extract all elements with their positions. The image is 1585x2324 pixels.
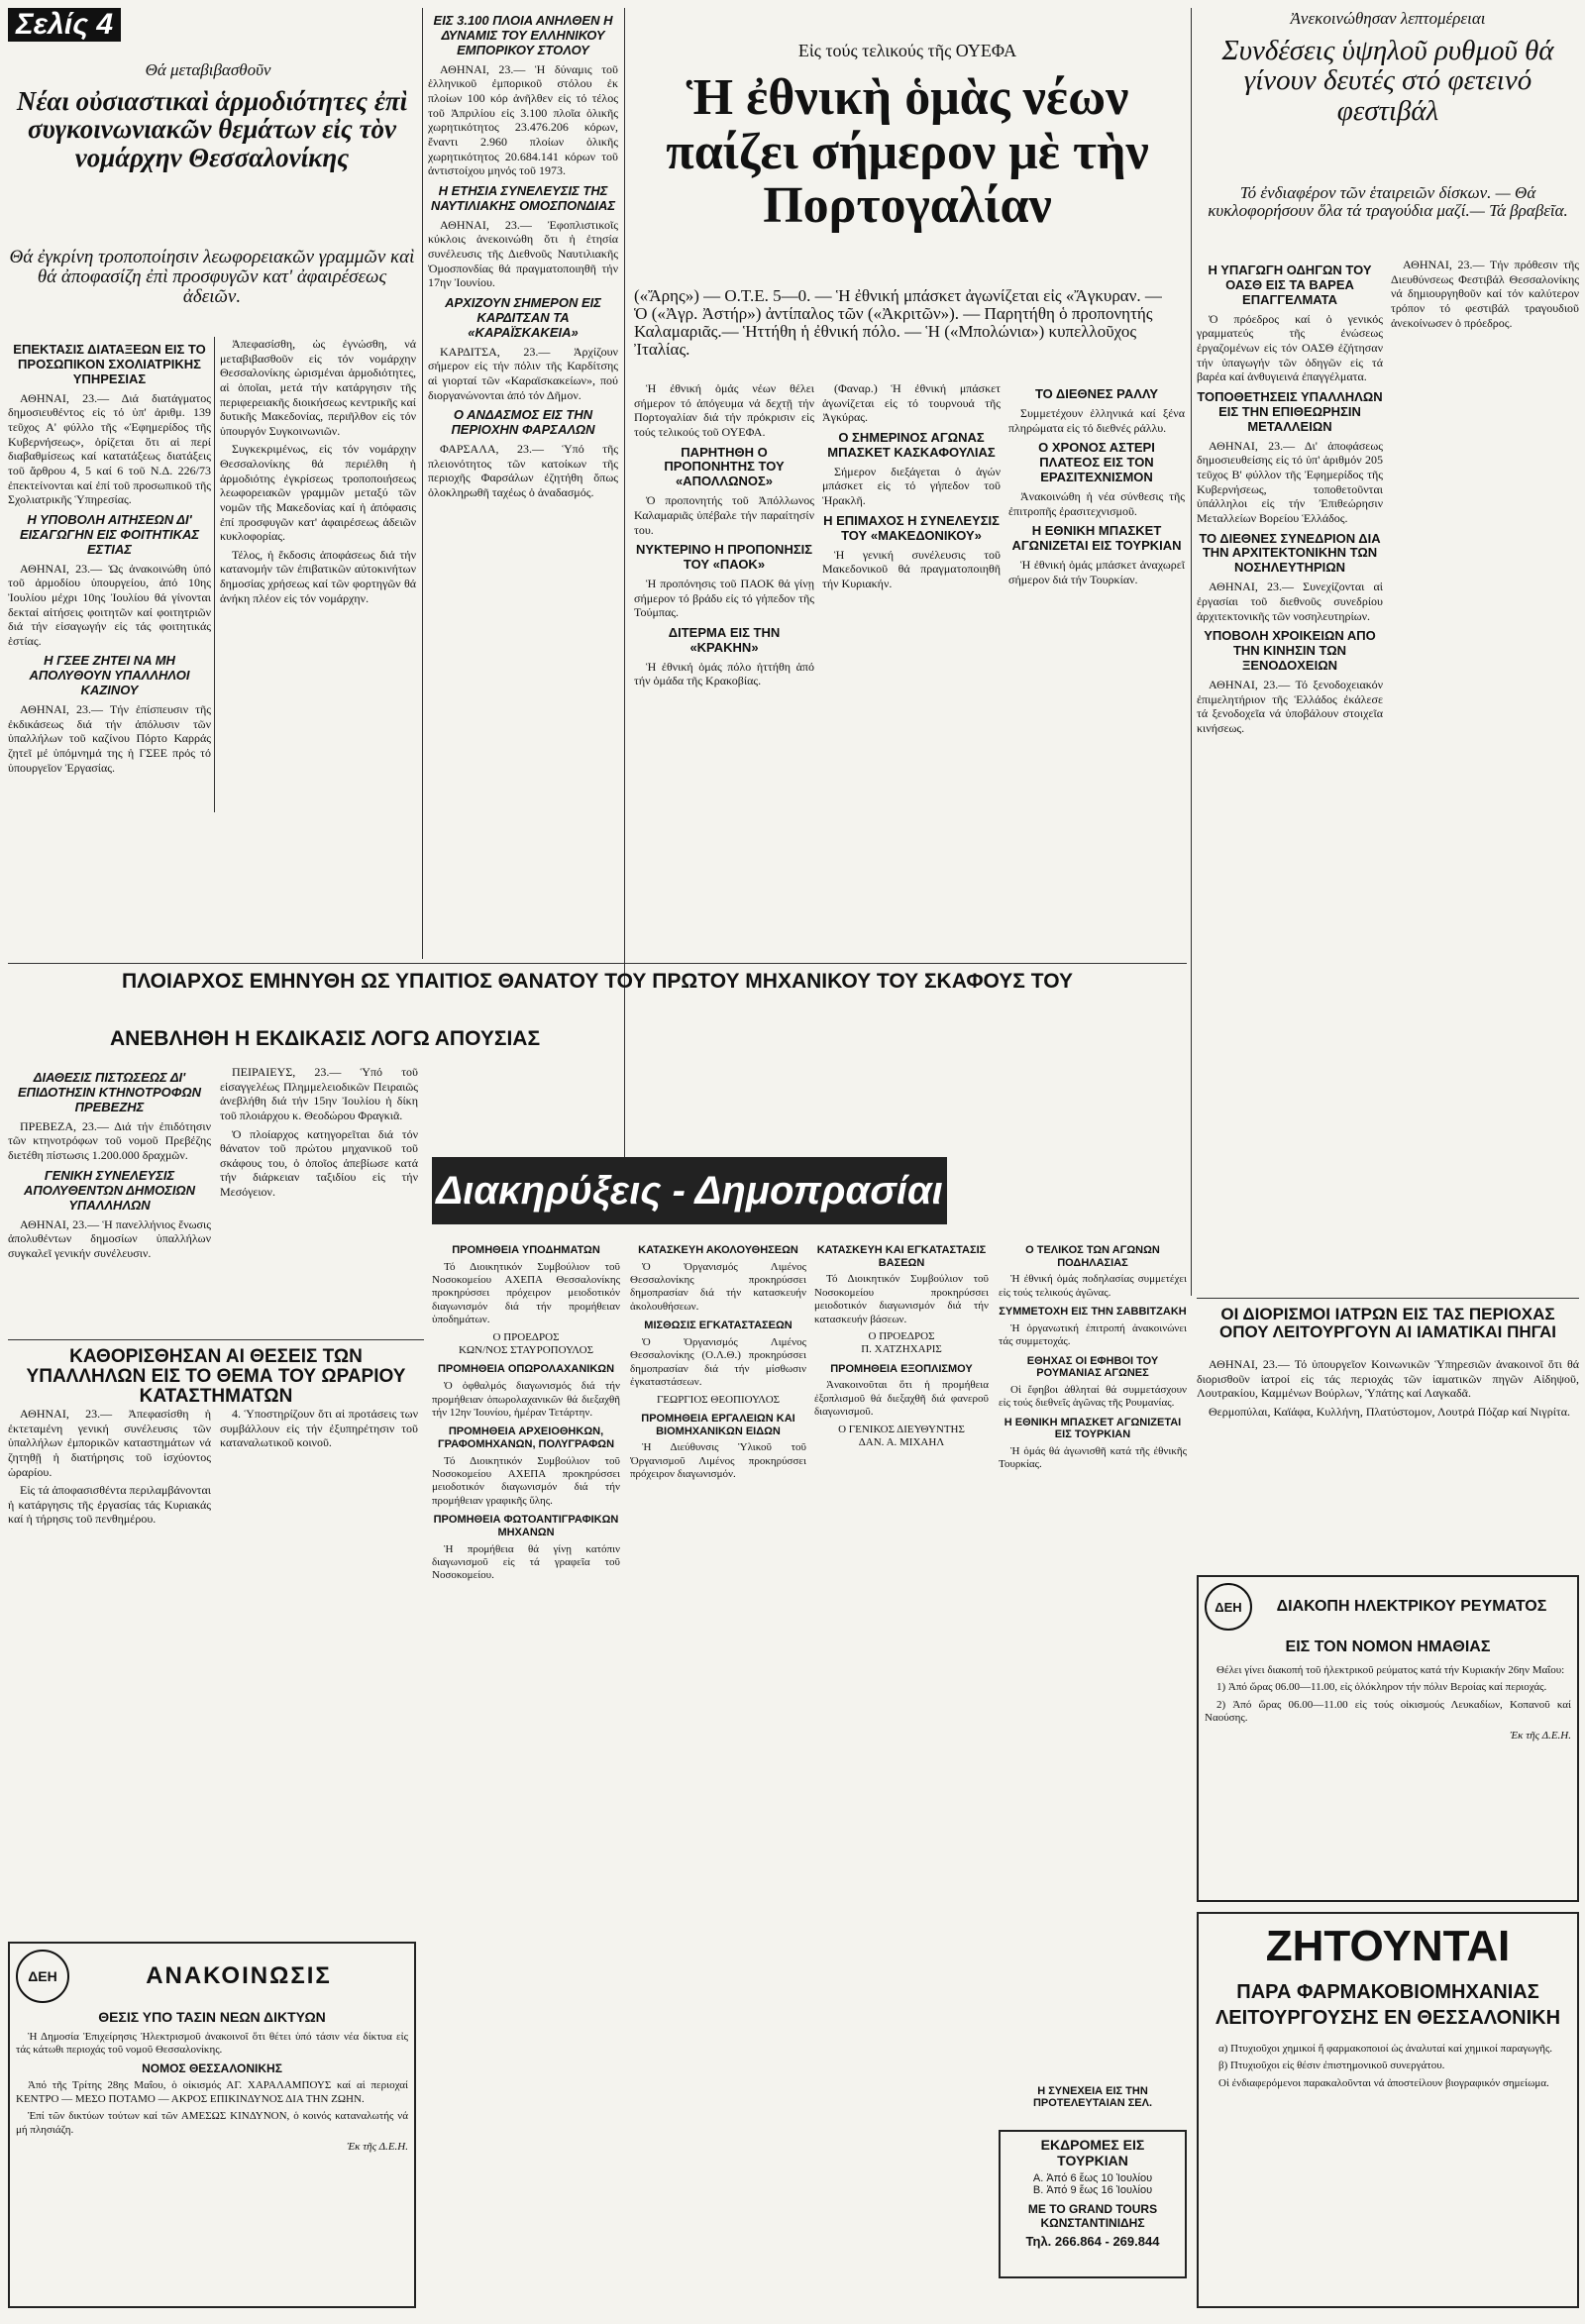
- doctors-headline: ΟΙ ΔΙΟΡΙΣΜΟΙ ΙΑΤΡΩΝ ΕΙΣ ΤΑΣ ΠΕΡΙΟΧΑΣ ΟΠΟΥ ΛΕΙΤΟΥΡΓΟΥΝ ΑΙ ΙΑΜΑΤΙΚΑΙ ΠΗΓΑΙ: [1218, 1305, 1557, 1341]
- article-text: ΑΘΗΝΑΙ, 23.— Συνεχίζονται αἱ ἐργασίαι τοῦ διεθνοῦς συνεδρίου ἀρχιτεκτονικῆς τῶν νοσηλευτηρίων.: [1197, 580, 1383, 623]
- sports-column-3: [1008, 381, 1185, 590]
- article-text: ΑΘΗΝΑΙ, 23.— Ἀπεφασίσθη ἡ ἐκτεταμένη γενική συνέλευσις τῶν ὑπαλλήλων ἐμπορικῶν καταστημάτων νά ζητηθῇ ἡ διατήρησις τοῦ ἰσχύοντος ὡραρίου.: [8, 1407, 211, 1479]
- travel-ad-phone: Τηλ. 266.864 - 269.844: [1025, 2234, 1160, 2249]
- subheading: ΕΙΣ 3.100 ΠΛΟΙΑ ΑΝΗΛΘΕΝ Η ΔΥΝΑΜΙΣ ΤΟΥ ΕΛΛΗΝΙΚΟΥ ΕΜΠΟΡΙΚΟΥ ΣΤΟΛΟΥ: [433, 13, 613, 57]
- subheading: ΤΟΠΟΘΕΤΗΣΕΙΣ ΥΠΑΛΛΗΛΩΝ ΕΙΣ ΤΗΝ ΕΠΙΘΕΩΡΗΣΙΝ ΜΕΤΑΛΛΕΙΩΝ: [1197, 388, 1383, 434]
- subheading: ΕΘΗΧΑΣ ΟΙ ΕΦΗΒΟΙ ΤΟΥ ΡΟΥΜΑΝΙΑΣ ΑΓΩΝΕΣ: [1026, 1354, 1159, 1380]
- section-divider: [1197, 1298, 1579, 1299]
- sports-kicker: Εἰς τούς τελικούς τῆς ΟΥΕΦΑ: [797, 41, 1017, 60]
- subheading: ΚΑΤΑΣΚΕΥΗ ΑΚΟΛΟΥΘΗΣΕΩΝ: [638, 1244, 798, 1256]
- subheading: ΤΟ ΔΙΕΘΝΕΣ ΣΥΝΕΔΡΙΟΝ ΔΙΑ ΤΗΝ ΑΡΧΙΤΕΚΤΟΝΙΚΗΝ ΤΩΝ ΝΟΣΗΛΕΥΤΗΡΙΩΝ: [1199, 530, 1381, 576]
- signature: Ο ΓΕΝΙΚΟΣ ΔΙΕΥΘΥΝΤΗΣ: [838, 1423, 965, 1435]
- article-text: Θερμοπύλαι, Καϊάφα, Κυλλήνη, Πλατύστομον, Λουτρά Πόζαρ καί Νιγρίτα.: [1209, 1404, 1571, 1419]
- shops-col-2: [220, 1407, 418, 1454]
- travel-ad-title: ΕΚΔΡΟΜΕΣ ΕΙΣ ΤΟΥΡΚΙΑΝ: [1040, 2137, 1145, 2168]
- subheading: ΠΡΟΜΗΘΕΙΑ ΑΡΧΕΙΟΘΗΚΩΝ, ΓΡΑΦΟΜΗΧΑΝΩΝ, ΠΟΛΥΓΡΑΦΩΝ: [437, 1426, 615, 1450]
- subheading: ΕΠΕΚΤΑΣΙΣ ΔΙΑΤΑΞΕΩΝ ΕΙΣ ΤΟ ΠΡΟΣΩΠΙΚΟΝ ΣΧΟΛΙΑΤΡΙΚΗΣ ΥΠΗΡΕΣΙΑΣ: [13, 342, 206, 386]
- article-text: Ἡ ἐθνική ὁμάς πόλο ἡττήθη ἀπό τήν ὁμάδα τῆς Κρακοβίας.: [634, 659, 814, 688]
- subheading: ΤΟ ΔΙΕΘΝΕΣ ΡΑΛΛΥ: [1034, 386, 1159, 401]
- subheading: ΚΑΤΑΣΚΕΥΗ ΚΑΙ ΕΓΚΑΤΑΣΤΑΣΙΣ ΒΑΣΕΩΝ: [816, 1244, 987, 1269]
- subheading: ΠΡΟΜΗΘΕΙΑ ΟΠΩΡΟΛΑΧΑΝΙΚΩΝ: [437, 1363, 615, 1376]
- article-text: ΑΘΗΝΑΙ, 23.— Διά διατάγματος δημοσιευθέντος εἰς τό ὑπ' ἀριθμ. 139 τεῦχος Α' φύλλο τῆς «Ἐφημερίδος τῆς Κυβερνήσεως», ὁρίζεται ὅτι αἱ περί διαβαθμίσεως καί κατατάξεως διατάξεις τοῦ ἄρθρου 4, 5 καί 6 τοῦ Ν.Δ. 226/73 ἐπεκτείνονται καί ἐπί τοῦ προσωπικοῦ τῆς Σχολιατρικῆς Ὑπηρεσίας.: [8, 390, 211, 507]
- subheading: Ο ΑΝΔΑΣΜΟΣ ΕΙΣ ΤΗΝ ΠΕΡΙΟΧΗΝ ΦΑΡΣΑΛΩΝ: [451, 407, 595, 438]
- shops-col: [8, 1407, 211, 1531]
- doctors-body: [1197, 1357, 1579, 1424]
- subheading: ΣΥΜΜΕΤΟΧΗ ΕΙΣ ΤΗΝ ΣΑΒΒΙΤΖΑΚΗ: [999, 1306, 1187, 1319]
- subheading: Ο ΤΕΛΙΚΟΣ ΤΩΝ ΑΓΩΝΩΝ ΠΟΔΗΛΑΣΙΑΣ: [1025, 1244, 1160, 1269]
- article-text: ΑΘΗΝΑΙ, 23.— Ἐφοπλιστικοῖς κύκλοις ἀνεκοινώθη ὅτι ἡ ἐτησία συνέλευσις τῆς Διεθνοῦς Ναυτιλιακῆς Ὁμοσπονδίας θά πραγματοποιηθῆ τήν 17ην Ἰουνίου.: [428, 217, 618, 290]
- article-text: ΠΡΕΒΕΖΑ, 23.— Διά τήν ἐπιδότησιν τῶν κτηνοτρόφων τοῦ νομοῦ Πρεβέζης διετέθη πίστωσις 1.200.000 δραχμῶν.: [8, 1118, 211, 1163]
- article-text: Ἡ ὁμάς θά ἀγωνισθῆ κατά τῆς ἐθνικῆς Τουρκίας.: [999, 1444, 1187, 1471]
- article-text: Ἡ Διεύθυνσις Ὑλικοῦ τοῦ Ὀργανισμοῦ Λιμένος προκηρύσσει πρόχειρον διαγωνισμόν.: [630, 1441, 806, 1481]
- captain-subhead: ΑΝΕΒΛΗΘΗ Η ΕΚΔΙΚΑΣΙΣ ΛΟΓΩ ΑΠΟΥΣΙΑΣ: [109, 1027, 541, 1050]
- article-text: Ἡ ἐθνική ὁμάς μπάσκετ ἀναχωρεῖ σήμερον διά τήν Τουρκίαν.: [1008, 558, 1185, 586]
- subheading: ΑΡΧΙΖΟΥΝ ΣΗΜΕΡΟΝ ΕΙΣ ΚΑΡΔΙΤΣΑΝ ΤΑ «ΚΑΡΑΪΣΚΑΚΕΙΑ»: [445, 294, 601, 340]
- article-text: Τέλος, ἡ ἔκδοσις ἀποφάσεως διά τήν κατανομήν τῶν ἐπιβατικῶν αὐτοκινήτων δημοσίας χρήσεως καί τῶν φορτηγῶν θά ἀνήκη πλέον εἰς τόν νομάρχην.: [220, 547, 416, 605]
- left-column: [8, 337, 211, 779]
- subheading: ΠΡΟΜΗΘΕΙΑ ΕΞΟΠΛΙΣΜΟΥ: [830, 1362, 973, 1375]
- subheading: Η ΥΠΑΓΩΓΗ ΟΔΗΓΩΝ ΤΟΥ ΟΑΣΘ ΕΙΣ ΤΑ ΒΑΡΕΑ ΕΠΑΓΓΕΛΜΑΤΑ: [1208, 263, 1372, 307]
- main-deck: Θά ἐγκρίνη τροποποίησιν λεωφορειακῶν γραμμῶν καὶ θά ἀποφασίζη ἐπὶ προσφυγῶν κατ' ἀφαιρέσεως ἀδειῶν.: [9, 247, 415, 307]
- article-text: ΦΑΡΣΑΛΑ, 23.— Ὑπό τῆς πλειονότητος τῶν κατοίκων τῆς περιοχῆς Φαρσάλων ἐζητήθη ὅπως ὁλοκληρωθῆ ταχέως ὁ ἀναδασμός.: [428, 442, 618, 499]
- article-text: Ἡ ἐθνική ὁμάς νέων θέλει σήμερον τό ἀπόγευμα νά δεχτῇ τήν Πορτογαλίαν διά τήν πρόκρισιν εἰς τούς τελικούς τοῦ ΟΥΕΦΑ.: [634, 381, 814, 439]
- auctions-col-2: [630, 1238, 806, 1485]
- shops-headline: ΚΑΘΟΡΙΣΘΗΣΑΝ ΑΙ ΘΕΣΕΙΣ ΤΩΝ ΥΠΑΛΛΗΛΩΝ ΕΙΣ ΤΟ ΘΕΜΑ ΤΟΥ ΩΡΑΡΙΟΥ ΚΑΤΑΣΤΗΜΑΤΩΝ: [26, 1346, 406, 1407]
- article-text: β) Πτυχιοῦχοι εἰς θέσιν ἐπιστημονικοῦ συνεργάτου.: [1218, 2060, 1445, 2072]
- region-label: ΝΟΜΟΣ ΘΕΣΣΑΛΟΝΙΚΗΣ: [142, 2060, 282, 2075]
- auctions-banner: [432, 1157, 947, 1224]
- wanted-title: ΖΗΤΟΥΝΤΑΙ: [1265, 1922, 1511, 1970]
- article-text: ΑΘΗΝΑΙ, 23.— Τό ξενοδοχειακόν ἐπιμελητήριον τῆς Ἑλλάδος ἐκάλεσε τά ξενοδοχεῖα νά ὑποβάλουν στοιχεῖα κινήσεως.: [1197, 678, 1383, 735]
- signature: Ἐκ τῆς Δ.Ε.Η.: [1510, 1729, 1571, 1742]
- subheading: Η ΥΠΟΒΟΛΗ ΑΙΤΗΣΕΩΝ ΔΙ' ΕΙΣΑΓΩΓΗΝ ΕΙΣ ΦΟΙΤΗΤΙΚΑΣ ΕΣΤΙΑΣ: [19, 511, 200, 557]
- subheading: Η ΓΣΕΕ ΖΗΤΕΙ ΝΑ ΜΗ ΑΠΟΛΥΘΟΥΝ ΥΠΑΛΛΗΛΟΙ ΚΑΖΙΝΟΥ: [29, 653, 190, 698]
- section-divider: [8, 963, 1187, 964]
- article-text: ΠΕΙΡΑΙΕΥΣ, 23.— Ὑπό τοῦ εἰσαγγελέως Πλημμελειοδικῶν Πειραιῶς ἀνεβλήθη διά τήν 15ην Ἰουλίου ἡ δίκη τοῦ πλοιάρχου κ. Θεοδώρου Φραγκιᾶ.: [220, 1065, 418, 1122]
- article-text: 2) Ἀπό ὥρας 06.00—11.00 εἰς τούς οἰκισμούς Λευκαδίων, Κοπανοῦ καί Ναούσης.: [1205, 1698, 1571, 1725]
- article-text: Συγκεκριμένως, εἰς τόν νομάρχην Θεσσαλονίκης θά περιέλθη ἡ ἁρμοδιότης ἐγκρίσεως τροποποιήσεως λεωφορειακῶν γραμμῶν μεταξύ τῶν νομῶν τῆς Μακεδονίας καί ἡ ἀπόφασις ἐπί προσφυγῶν κατ' ἀφαιρέσεως ἀδειῶν κυκλοφορίας.: [220, 442, 416, 544]
- article-text: Ἡ ὀργανωτική ἐπιτροπή ἀνακοινώνει τάς συμμετοχάς.: [999, 1321, 1187, 1348]
- auctions-col-3: [814, 1238, 989, 1449]
- article-text: Ὁ Ὀργανισμός Λιμένος Θεσσαλονίκης προκηρύσσει δημοπρασίαν διά τήν κατασκευήν ἀκολουθήσεων.: [630, 1260, 806, 1313]
- article-text: α) Πτυχιοῦχοι χημικοί ἤ φαρμακοποιοί ὡς ἀναλυταί καί χημικοί παραγωγῆς.: [1218, 2043, 1553, 2055]
- article-text: Ὁ προπονητής τοῦ Ἀπόλλωνος Καλαμαριᾶς ὑπέβαλε τήν παραίτησίν του.: [634, 493, 814, 537]
- travel-ad-line: Β. Ἀπό 9 ἕως 16 Ἰουλίου: [1032, 2184, 1153, 2196]
- power-cut-box: [1197, 1575, 1579, 1902]
- article-text: Ἀνακοινώθη ἡ νέα σύνθεσις τῆς ἐπιτροπῆς ἐρασιτεχνισμοῦ.: [1008, 489, 1185, 518]
- subheading: Η ΕΤΗΣΙΑ ΣΥΝΕΛΕΥΣΙΣ ΤΗΣ ΝΑΥΤΙΛΙΑΚΗΣ ΟΜΟΣΠΟΝΔΙΑΣ: [430, 182, 616, 213]
- subheading: Η ΕΠΙΜΑΧΟΣ Η ΣΥΝΕΛΕΥΣΙΣ ΤΟΥ «ΜΑΚΕΔΟΝΙΚΟΥ»: [823, 512, 1000, 543]
- subheading: ΓΕΝΙΚΗ ΣΥΝΕΛΕΥΣΙΣ ΑΠΟΛΥΘΕΝΤΩΝ ΔΗΜΟΣΙΩΝ ΥΠΑΛΛΗΛΩΝ: [24, 1167, 195, 1213]
- signature: ΓΕΩΡΓΙΟΣ ΘΕΟΠΙΟΥΛΟΣ: [656, 1393, 781, 1406]
- continuation-note: Η ΣΥΝΕΧΕΙΑ ΕΙΣ ΤΗΝ ΠΡΟΤΕΛΕΥΤΑΙΑΝ ΣΕΛ.: [1032, 2085, 1153, 2109]
- article-text: Ἡ προπόνησις τοῦ ΠΑΟΚ θά γίνῃ σήμερον τό βράδυ εἰς τό γήπεδον τῆς Τούμπας.: [634, 577, 814, 620]
- article-text: Τό Διοικητικόν Συμβούλιον τοῦ Νοσοκομείου ΑΧΕΠΑ προκηρύσσει μειοδοτικόν διαγωνισμόν διά τήν προμήθειαν γραφικῆς ὕλης.: [432, 1454, 620, 1507]
- festival-kicker: Ἀνεκοινώθησαν λεπτομέρειαι: [1290, 9, 1486, 28]
- article-text: Συμμετέχουν ἑλληνικά καί ξένα πληρώματα εἰς τό διεθνές ράλλυ.: [1008, 405, 1185, 435]
- sports-column-2: [822, 381, 1001, 594]
- article-text: ΑΘΗΝΑΙ, 23.— Τήν πρόθεσιν τῆς Διευθύνσεως Φεστιβάλ Θεσσαλονίκης νά δημιουργηθοῦν καί τόν καλύτερον τρόπον τό φεστιβάλ τραγουδιοῦ ἀνεκοίνωσεν ὁ πρόεδρος.: [1391, 258, 1579, 330]
- deh-logo: ΔΕΗ: [16, 1950, 69, 2003]
- article-text: Θέλει γίνει διακοπή τοῦ ἠλεκτρικοῦ ρεύματος κατά τήν Κυριακήν 26ην Μαΐου:: [1216, 1664, 1565, 1676]
- article-text: ΑΘΗΝΑΙ, 23.— Ἡ δύναμις τοῦ ἑλληνικοῦ ἐμπορικοῦ στόλου ἐκ πλοίων 100 κόρ ἀνῆλθεν εἰς τό τέλος τοῦ Ἀπριλίου εἰς 3.100 πλοῖα ὁλικῆς χωρητικότητος 23.476.206 κόρων, ἔναντι 2.960 πλοίων ὁλικῆς χωρητικότητος 20.684.141 κόρων τοῦ ἀντιστοίχου μηνός τοῦ 1973.: [428, 61, 618, 178]
- article-text: Ἡ Δημοσία Ἐπιχείρησις Ἠλεκτρισμοῦ ἀνακοινοῖ ὅτι θέτει ὑπό τάσιν νέα δίκτυα εἰς τάς κάτωθι περιοχάς τοῦ νομοῦ Θεσσαλονίκης.: [16, 2031, 408, 2057]
- article-text: Ἡ γενική συνέλευσις τοῦ Μακεδονικοῦ θά πραγματοποιηθῆ τήν Κυριακήν.: [822, 547, 1001, 590]
- column-divider: [214, 337, 215, 812]
- article-text: ΑΘΗΝΑΙ, 23.— Τήν ἐπίσπευσιν τῆς ἐκδικάσεως διά τήν ἀπόλυσιν τῶν ὑπαλλήλων τοῦ καζίνου Πόρτο Καρράς ζητεῖ μέ ὑπόμνημά της ἡ ΓΣΕΕ πρός τό ὑπουργεῖον Ἐργασίας.: [8, 702, 211, 775]
- article-text: Ἀνακοινοῦται ὅτι ἡ προμήθεια ἐξοπλισμοῦ θά διεξαχθῆ διά φανεροῦ διαγωνισμοῦ.: [814, 1379, 989, 1419]
- power-cut-title: ΔΙΑΚΟΠΗ ΗΛΕΚΤΡΙΚΟΥ ΡΕΥΜΑΤΟΣ: [1276, 1598, 1547, 1615]
- second-column: [220, 337, 416, 609]
- sports-headline: Ἡ ἐθνικὴ ὁμὰς νέων παίζει σήμερον μὲ τὴν Πορτογαλίαν: [666, 69, 1149, 235]
- article-text: ΑΘΗΝΑΙ, 23.— Δι' ἀποφάσεως δημοσιευθείσης εἰς τό ὑπ' ἀριθμόν 205 τεῦχος Β' φύλλον τῆς Ἐφημερίδος τῆς Κυβερνήσεως, τοποθετοῦνται ὑπάλληλοι εἰς τήν Ἐπιθεώρησιν Μεταλλείων Βορείου Ἑλλάδος.: [1197, 438, 1383, 525]
- sports-deck: («Ἄρης») — Ο.Τ.Ε. 5—0. — Ἡ ἐθνική μπάσκετ ἀγωνίζεται εἰς «Ἄγκυραν. — Ὁ («Ἀγρ. Ἀστήρ») ἀντίπαλος τῶν («Ἀκριτῶν»). — Παρητήθη ὁ προπονητής Καλαμαριᾶς.— Ἡττήθη ἡ ἐθνική πόλο. — Ἡ («Μπολώνια») κυπελλοῦχος Ἰταλίας.: [634, 286, 1162, 359]
- festival-headline: Συνδέσεις ὑψηλοῦ ρυθμοῦ θά γίνουν δευτές στό φετεινό φεστιβάλ: [1221, 35, 1554, 127]
- travel-ad-line: Α. Ἀπό 6 ἕως 10 Ἰουλίου: [1032, 2172, 1153, 2184]
- column-divider: [422, 8, 423, 959]
- subheading: Η ΕΘΝΙΚΗ ΜΠΑΣΚΕΤ ΑΓΩΝΙΖΕΤΑΙ ΕΙΣ ΤΟΥΡΚΙΑΝ: [1004, 1416, 1182, 1441]
- article-text: Ἡ ἐθνική ὁμάς ποδηλασίας συμμετέχει εἰς τούς τελικούς ἀγῶνας.: [999, 1273, 1187, 1299]
- article-text: 1) Ἀπό ὥρας 06.00—11.00, εἰς ὁλόκληρον τήν πόλιν Βεροίας καί περιοχάς.: [1216, 1681, 1547, 1694]
- travel-ad: [999, 2130, 1187, 2278]
- article-text: Ὁ ὀφθαλμός διαγωνισμός διά τήν προμήθειαν ὀπωρολαχανικῶν θά διεξαχθῆ τήν 12ην Ἰουνίου, ἡμέραν Τετάρτην.: [432, 1380, 620, 1419]
- auctions-col-1: [432, 1238, 620, 1587]
- section-badge-wrap: [8, 8, 218, 42]
- sportsnews-col: [999, 1238, 1187, 1476]
- article-text: ΚΑΡΔΙΤΣΑ, 23.— Ἀρχίζουν σήμερον εἰς τήν πόλιν τῆς Καρδίτσης αἱ γιορταί τῶν «Καραϊσκακείων», πού διοργανώνονται ἀπό τόν Δῆμον.: [428, 344, 618, 402]
- column-divider: [1191, 8, 1192, 1296]
- signature: Ο ΠΡΟΕΔΡΟΣ: [492, 1330, 560, 1343]
- article-text: ΑΘΗΝΑΙ, 23.— Ἡ πανελλήνιος ἕνωσις ἀπολυθέντων δημοσίων ὑπαλλήλων συγκαλεῖ γενικήν συνέλευσιν.: [8, 1216, 211, 1260]
- subheading: ΜΙΣΘΩΣΙΣ ΕΓΚΑΤΑΣΤΑΣΕΩΝ: [644, 1320, 792, 1332]
- travel-ad-agency: ΜΕ ΤΟ GRAND TOURS ΚΩΝΣΤΑΝΤΙΝΙΔΗΣ: [1027, 2202, 1158, 2230]
- signature: ΔΑΝ. Α. ΜΙΧΑΗΛ: [858, 1435, 945, 1448]
- article-text: Εἰς τά ἀποφασισθέντα περιλαμβάνονται ἡ κατάργησις τῆς ἐργασίας τάς Κυριακάς καί ἡ τήρησις τοῦ πενθημέρου.: [8, 1483, 211, 1527]
- announcement-box: [8, 1942, 416, 2308]
- subheading: Η ΕΘΝΙΚΗ ΜΠΑΣΚΕΤ ΑΓΩΝΙΖΕΤΑΙ ΕΙΣ ΤΟΥΡΚΙΑΝ: [1011, 523, 1182, 554]
- article-text: ΑΘΗΝΑΙ, 23.— Ὡς ἀνακοινώθη ὑπό τοῦ ἁρμοδίου ὑπουργείου, ἀπό 10ης Ἰουλίου μέχρι 10ης Ἰουλίου θά γίνονται δεκταί αἰτήσεις φοιτητῶν καί φοιτητριῶν διά τήν εἰσαγωγήν εἰς τάς φοιτητικάς ἑστίας.: [8, 561, 211, 648]
- subheading: Ο ΧΡΟΝΟΣ ΑΣΤΕΡΙ ΠΛΑΤΕΟΣ ΕΙΣ ΤΟΝ ΕΡΑΣΙΤΕΧΝΙΣΜΟΝ: [1038, 440, 1155, 485]
- wanted-ad: [1197, 1912, 1579, 2308]
- deh-logo: ΔΕΗ: [1205, 1583, 1252, 1631]
- auctions-banner-text: Διακηρύξεις - Δημοπρασίαι: [436, 1168, 943, 1213]
- subheading: ΝΥΚΤΕΡΙΝΟ Η ΠΡΟΠΟΝΗΣΙΣ ΤΟΥ «ΠΑΟΚ»: [635, 542, 813, 573]
- article-text: Ἀπεφασίσθη, ὡς ἐγνώσθη, νά μεταβιβασθοῦν εἰς τόν νομάρχην Θεσσαλονίκης ὡρισμέναι ἁρμοδιότητες, αἱ ὁποῖαι, μετά τήν κατάργησιν τῆς περιφερειακῆς διοικήσεως κεντρικῆς καί δυτικῆς Μακεδονίας, περιῆλθον εἰς τόν ὑπουργόν Συγκοινωνιῶν.: [220, 337, 416, 438]
- festival-column: [1197, 258, 1383, 740]
- article-text: (Φαναρ.) Ἡ ἐθνική μπάσκετ ἀγωνίζεται εἰς τό τουρνουά τῆς Ἀγκύρας.: [822, 381, 1001, 425]
- article-text: Ὁ πλοίαρχος κατηγορεῖται διά τόν θάνατον τοῦ πρώτου μηχανικοῦ τοῦ σκάφους του, ὁ ὁποῖος ἀπεβίωσε κατά τήν διάρκειαν ταξιδίου εἰς τήν Μεσόγειον.: [220, 1126, 418, 1199]
- subheading: ΠΡΟΜΗΘΕΙΑ ΕΡΓΑΛΕΙΩΝ ΚΑΙ ΒΙΟΜΗΧΑΝΙΚΩΝ ΕΙΔΩΝ: [641, 1412, 795, 1437]
- main-headline: Νέαι οὐσιαστικαὶ ἁρμοδιότητες ἐπὶ συγκοινωνιακῶν θεμάτων εἰς τὸν νομάρχην Θεσσαλονίκης: [16, 86, 408, 172]
- article-text: Τό Διοικητικόν Συμβούλιον τοῦ Νοσοκομείου προκηρύσσει μειοδοτικόν διαγωνισμόν διά τήν κατασκευήν βάσεων.: [814, 1273, 989, 1325]
- article-text: Ἐπί τῶν δικτύων τούτων καί τῶν ΑΜΕΣΩΣ ΚΙΝΔΥΝΟΝ, ὁ κοινός καταναλωτής νά μή πλησιάζη.: [16, 2110, 408, 2136]
- subheading: ΥΠΟΒΟΛΗ ΧΡΟΙΚΕΙΩΝ ΑΠΟ ΤΗΝ ΚΙΝΗΣΙΝ ΤΩΝ ΞΕΝΟΔΟΧΕΙΩΝ: [1204, 628, 1376, 674]
- article-text: ΑΘΗΝΑΙ, 23.— Τό ὑπουργεῖον Κοινωνικῶν Ὑπηρεσιῶν ἀνακοινοῖ ὅτι θά διορισθοῦν ἰατροί εἰς τάς περιοχάς τῶν ἰαματικῶν πηγῶν Αἰδηψοῦ, Λουτρακίου, Καμμένων Βούρλων, Ὑπάτης καί Λαγκαδᾶ.: [1197, 1357, 1579, 1401]
- announcement-subtitle: ΘΕΣΙΣ ΥΠΟ ΤΑΣΙΝ ΝΕΩΝ ΔΙΚΤΥΩΝ: [98, 2009, 326, 2025]
- article-text: Ἀπό τῆς Τρίτης 28ης Μαΐου, ὁ οἰκισμός ΑΓ. ΧΑΡΑΛΑΜΠΟΥΣ καί αἱ περιοχαί ΚΕΝΤΡΟ — ΜΕΣΟ ΠΟΤΑΜΟ — ΑΚΡΟΣ ΕΠΙΚΙΝΔΥΝΟΣ ΔΙΑ ΤΗΝ ΖΩΗΝ.: [16, 2079, 408, 2105]
- article-text: 4. Ὑποστηρίζουν ὅτι αἱ προτάσεις των συμβάλλουν εἰς τήν ἐξυπηρέτησιν τοῦ καταναλωτικοῦ κοινοῦ.: [220, 1407, 418, 1450]
- captain-left: [8, 1065, 211, 1264]
- section-divider: [8, 1339, 424, 1340]
- article-text: Ὁ πρόεδρος καί ὁ γενικός γραμματεύς τῆς ἐνώσεως ἐργαζομένων εἰς τόν ΟΑΣΘ ἐζήτησαν τήν ὑπαγωγήν τῶν ὁδηγῶν εἰς τά βαρέα καί ἀνθυγιεινά ἐπαγγέλματα.: [1197, 311, 1383, 384]
- article-text: Οἱ ἔφηβοι ἀθληταί θά συμμετάσχουν εἰς τούς διεθνεῖς ἀγῶνας τῆς Ρουμανίας.: [999, 1383, 1187, 1410]
- article-text: Ἡ προμήθεια θά γίνῃ κατόπιν διαγωνισμοῦ εἰς τά γραφεῖα τοῦ Νοσοκομείου.: [432, 1542, 620, 1582]
- signature: Ο ΠΡΟΕΔΡΟΣ: [868, 1329, 935, 1342]
- wanted-subtitle: ΠΑΡΑ ΦΑΡΜΑΚΟΒΙΟΜΗΧΑΝΙΑΣ ΛΕΙΤΟΥΡΓΟΥΣΗΣ ΕΝ ΘΕΣΣΑΛΟΝΙΚΗ: [1215, 1981, 1561, 2029]
- column-divider: [624, 8, 625, 1167]
- announcement-title: ΑΝΑΚΟΙΝΩΣΙΣ: [146, 1962, 332, 1989]
- subheading: Ο ΣΗΜΕΡΙΝΟΣ ΑΓΩΝΑΣ ΜΠΑΣΚΕΤ ΚΑΣΚΑΦΟΥΛΙΑΣ: [827, 429, 996, 460]
- subheading: ΔΙΤΕΡΜΑ ΕΙΣ ΤΗΝ «ΚΡΑΚΗΝ»: [668, 624, 781, 655]
- subheading: ΔΙΑΘΕΣΙΣ ΠΙΣΤΩΣΕΩΣ ΔΙ' ΕΠΙΔΟΤΗΣΙΝ ΚΤΗΝΟΤΡΟΦΩΝ ΠΡΕΒΕΖΗΣ: [18, 1070, 201, 1114]
- festival-column-2: [1391, 258, 1579, 334]
- festival-deck: Τό ἐνδιαφέρον τῶν ἑταιρειῶν δίσκων. — Θά κυκλοφορήσουν ὅλα τά τραγούδια μαζί.— Τά βραβεῖα.: [1208, 183, 1568, 220]
- subheading: ΠΡΟΜΗΘΕΙΑ ΥΠΟΔΗΜΑΤΩΝ: [452, 1244, 600, 1256]
- article-text: Σήμερον διεξάγεται ὁ ἀγών μπάσκετ εἰς τό γήπεδον τοῦ Ἡρακλῆ.: [822, 464, 1001, 507]
- sports-column: [634, 381, 814, 692]
- main-kicker: Θά μεταβιβασθοῦν: [145, 60, 271, 79]
- article-text: Τό Διοικητικόν Συμβούλιον τοῦ Νοσοκομείου ΑΧΕΠΑ Θεσσαλονίκης προκηρύσσει πρόχειρον μειοδοτικόν διαγωνισμόν διά τήν προμήθειαν ὑποδημάτων.: [432, 1260, 620, 1326]
- third-column: [428, 8, 618, 504]
- section-badge: Σελίς 4: [8, 8, 121, 42]
- captain-headline: ΠΛΟΙΑΡΧΟΣ ΕΜΗΝΥΘΗ ΩΣ ΥΠΑΙΤΙΟΣ ΘΑΝΑΤΟΥ ΤΟΥ ΠΡΩΤΟΥ ΜΗΧΑΝΙΚΟΥ ΤΟΥ ΣΚΑΦΟΥΣ ΤΟΥ: [122, 970, 1073, 993]
- signature: Π. ΧΑΤΖΗΧΑΡΙΣ: [861, 1343, 942, 1356]
- article-text: Ὁ Ὀργανισμός Λιμένος Θεσσαλονίκης (Ο.Λ.Θ.) προκηρύσσει δημοπρασίαν διά τήν μίσθωσιν ἐγκαταστάσεων.: [630, 1335, 806, 1389]
- signature: ΚΩΝ/ΝΟΣ ΣΤΑΥΡΟΠΟΥΛΟΣ: [458, 1344, 594, 1357]
- captain-body: [220, 1065, 418, 1204]
- power-cut-subtitle: ΕΙΣ ΤΟΝ ΝΟΜΟΝ ΗΜΑΘΙΑΣ: [1285, 1638, 1491, 1655]
- subheading: ΠΡΟΜΗΘΕΙΑ ΦΩΤΟΑΝΤΙΓΡΑΦΙΚΩΝ ΜΗΧΑΝΩΝ: [433, 1514, 619, 1538]
- subheading: ΠΑΡΗΤΗΘΗ Ο ΠΡΟΠΟΝΗΤΗΣ ΤΟΥ «ΑΠΟΛΛΩΝΟΣ»: [664, 444, 785, 489]
- article-text: Οἱ ἐνδιαφερόμενοι παρακαλοῦνται νά ἀποστείλουν βιογραφικόν σημείωμα.: [1218, 2076, 1549, 2089]
- signature: Ἐκ τῆς Δ.Ε.Η.: [347, 2141, 408, 2154]
